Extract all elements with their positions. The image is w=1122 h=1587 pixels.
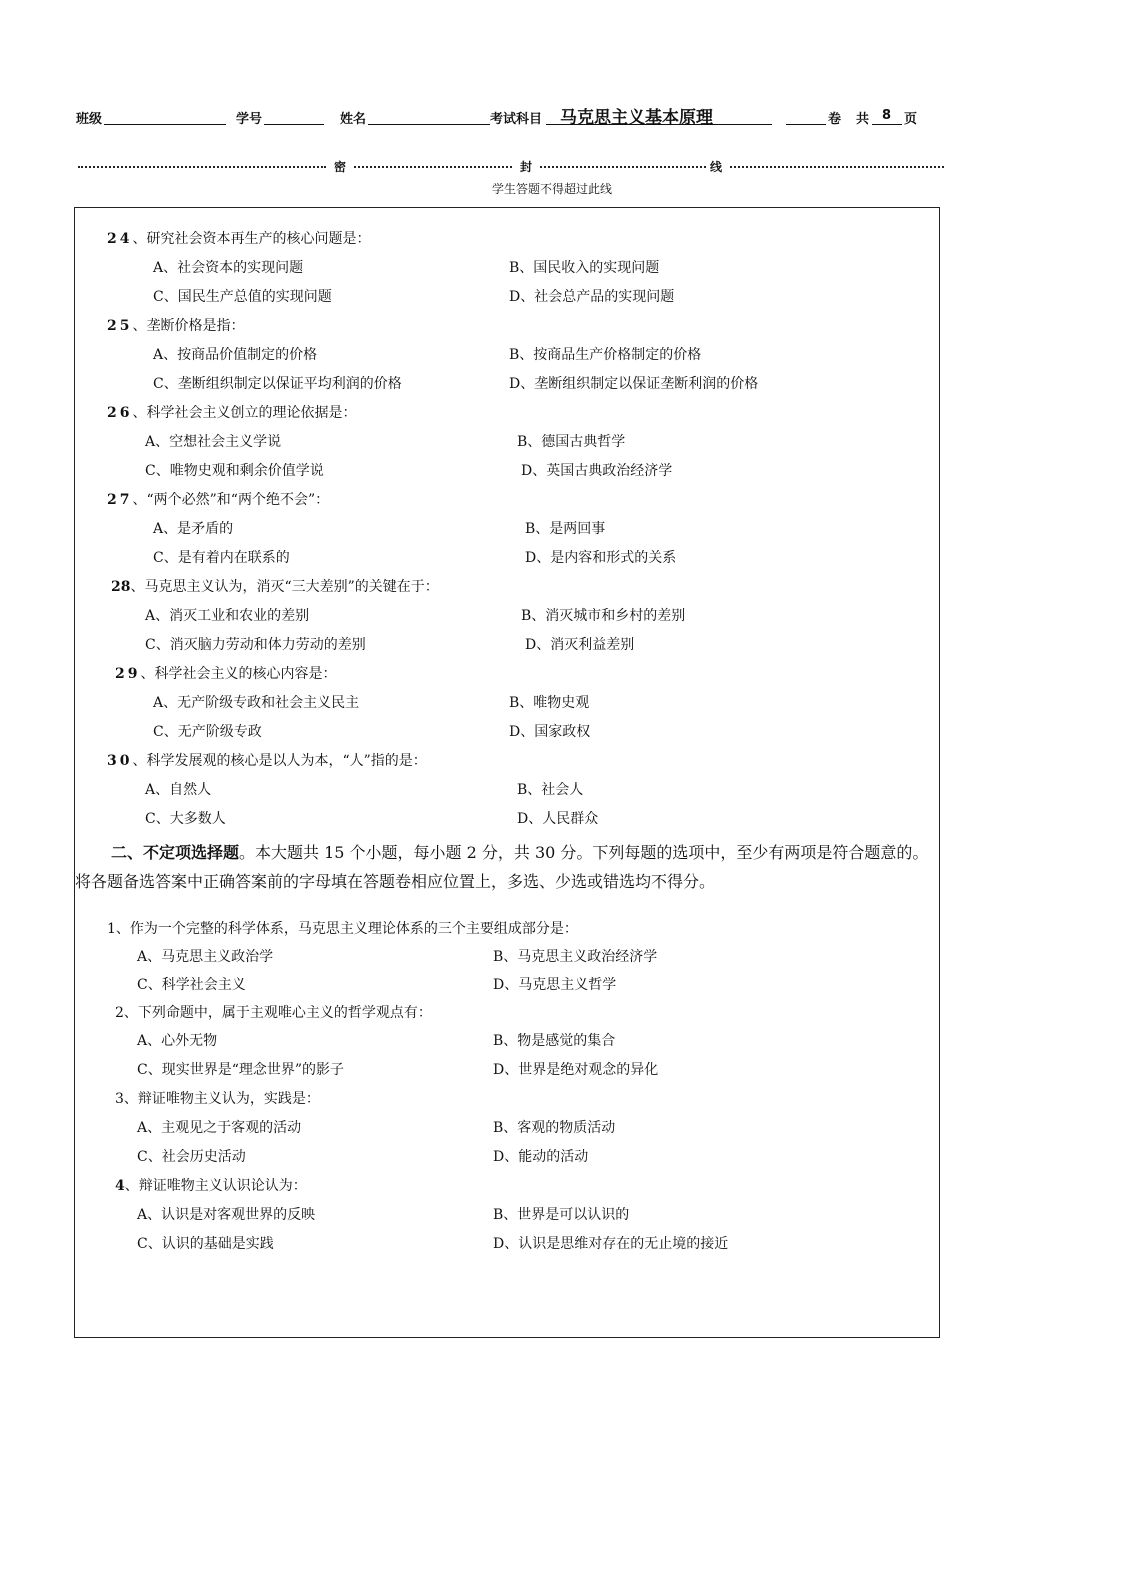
total-pages: 8	[882, 108, 892, 123]
class-blank	[104, 124, 226, 125]
option-a: A、自然人	[145, 782, 212, 798]
total-pages-blank	[872, 124, 902, 125]
option-b: B、国民收入的实现问题	[509, 260, 660, 276]
option-c: C、垄断组织制定以保证平均利润的价格	[153, 376, 402, 392]
dotted-segment	[78, 166, 326, 168]
section-two-line2: 将各题备选答案中正确答案前的字母填在答题卷相应位置上，多选、少选或错选均不得分。	[75, 872, 716, 891]
option-c: C、无产阶级专政	[153, 724, 262, 740]
option-a: A、是矛盾的	[153, 521, 234, 537]
option-a: A、主观见之于客观的活动	[137, 1120, 302, 1136]
page-label: 页	[904, 112, 918, 127]
question-2	[115, 1002, 432, 1022]
exam-header	[76, 106, 936, 130]
option-c: C、是有着内在联系的	[153, 550, 290, 566]
option-b: B、德国古典哲学	[517, 434, 626, 450]
option-c: C、国民生产总值的实现问题	[153, 289, 332, 305]
seal-char-xian: 线	[710, 160, 723, 174]
question-stem: 、“两个必然”和“两个绝不会”：	[132, 492, 330, 508]
option-b: B、世界是可以认识的	[493, 1207, 630, 1223]
option-b: B、物是感觉的集合	[493, 1033, 616, 1049]
option-b: B、马克思主义政治经济学	[493, 949, 658, 965]
question-number: 24	[107, 231, 133, 247]
question-stem: 、科学社会主义创立的理论依据是：	[132, 405, 357, 421]
option-c: C、现实世界是“理念世界”的影子	[137, 1062, 345, 1078]
question-stem: 、垄断价格是指：	[132, 318, 245, 334]
question-number: 28	[111, 579, 131, 595]
question-number: 27	[107, 492, 133, 508]
question-stem: 、作为一个完整的科学体系，马克思主义理论体系的三个主要组成部分是：	[115, 921, 578, 937]
option-a: A、心外无物	[137, 1033, 218, 1049]
option-a: A、认识是对客观世界的反映	[137, 1207, 316, 1223]
option-b: B、唯物史观	[509, 695, 590, 711]
question-number: 29	[115, 666, 141, 682]
seal-line	[78, 158, 944, 176]
section-two-line1	[75, 838, 1105, 867]
option-d: D、人民群众	[517, 811, 599, 827]
section-two-intro	[75, 838, 1105, 896]
question-4	[115, 1175, 307, 1195]
seal-char-feng: 封	[520, 160, 533, 174]
option-d: D、社会总产品的实现问题	[509, 289, 675, 305]
seal-char-mi: 密	[334, 160, 347, 174]
option-d: D、垄断组织制定以保证垄断利润的价格	[509, 376, 759, 392]
option-a: A、马克思主义政治学	[137, 949, 274, 965]
section-two-title: 二、不定项选择题	[111, 843, 240, 862]
student-id-label: 学号	[236, 112, 263, 127]
volume-label: 卷	[828, 112, 842, 127]
class-label: 班级	[76, 112, 103, 127]
option-d: D、是内容和形式的关系	[525, 550, 677, 566]
answer-frame	[74, 207, 940, 1338]
question-number: 26	[107, 405, 133, 421]
option-d: D、能动的活动	[493, 1149, 589, 1165]
dotted-segment	[730, 166, 944, 168]
question-26	[107, 402, 356, 422]
option-a: A、消灭工业和农业的差别	[145, 608, 310, 624]
question-27	[107, 489, 329, 509]
option-c: C、唯物史观和剩余价值学说	[145, 463, 324, 479]
name-blank	[368, 124, 490, 125]
option-b: B、客观的物质活动	[493, 1120, 616, 1136]
seal-note: 学生答题不得超过此线	[491, 182, 612, 196]
question-stem: 、科学社会主义的核心内容是：	[140, 666, 337, 682]
option-d: D、英国古典政治经济学	[521, 463, 673, 479]
option-a: A、空想社会主义学说	[145, 434, 282, 450]
option-d: D、国家政权	[509, 724, 591, 740]
option-a: A、按商品价值制定的价格	[153, 347, 318, 363]
question-25	[107, 315, 244, 335]
option-c: C、科学社会主义	[137, 977, 246, 993]
option-b: B、是两回事	[525, 521, 606, 537]
question-24	[107, 228, 370, 248]
question-number: 30	[107, 753, 133, 769]
option-c: C、社会历史活动	[137, 1149, 246, 1165]
name-label: 姓名	[340, 112, 367, 127]
option-a: A、无产阶级专政和社会主义民主	[153, 695, 360, 711]
option-d: D、认识是思维对存在的无止境的接近	[493, 1236, 729, 1252]
question-number: 25	[107, 318, 133, 334]
question-number: 1	[107, 921, 116, 937]
question-stem: 、辩证唯物主义认为，实践是：	[123, 1091, 320, 1107]
option-b: B、消灭城市和乡村的差别	[521, 608, 686, 624]
question-stem: 、研究社会资本再生产的核心问题是：	[132, 231, 371, 247]
question-stem: 、辩证唯物主义认识论认为：	[124, 1178, 307, 1194]
question-1	[107, 918, 578, 938]
question-number: 3	[115, 1091, 124, 1107]
question-stem: 、马克思主义认为，消灭“三大差别”的关键在于：	[130, 579, 439, 595]
question-number: 4	[115, 1178, 125, 1194]
question-3	[115, 1088, 320, 1108]
option-d: D、马克思主义哲学	[493, 977, 617, 993]
question-stem: 、科学发展观的核心是以人为本，“人”指的是：	[132, 753, 427, 769]
question-stem: 、下列命题中，属于主观唯心主义的哲学观点有：	[123, 1005, 432, 1021]
option-b: B、社会人	[517, 782, 584, 798]
subject-label: 考试科目	[490, 112, 543, 127]
dotted-segment	[354, 166, 512, 168]
subject-value: 马克思主义基本原理	[560, 108, 713, 128]
section-two-intro-text: 。本大题共 15 个小题，每小题 2 分，共 30 分。下列每题的选项中，至少有两项是符合题意的。	[239, 843, 929, 862]
question-29	[115, 663, 336, 683]
option-d: D、消灭利益差别	[525, 637, 635, 653]
option-c: C、认识的基础是实践	[137, 1236, 274, 1252]
question-30	[107, 750, 427, 770]
option-d: D、世界是绝对观念的异化	[493, 1062, 659, 1078]
option-c: C、消灭脑力劳动和体力劳动的差别	[145, 637, 366, 653]
volume-blank	[786, 124, 826, 125]
student-id-blank	[264, 124, 324, 125]
option-a: A、社会资本的实现问题	[153, 260, 304, 276]
total-label: 共	[856, 112, 870, 127]
option-c: C、大多数人	[145, 811, 226, 827]
option-b: B、按商品生产价格制定的价格	[509, 347, 702, 363]
question-28	[111, 576, 439, 596]
question-number: 2	[115, 1005, 124, 1021]
dotted-segment	[540, 166, 706, 168]
